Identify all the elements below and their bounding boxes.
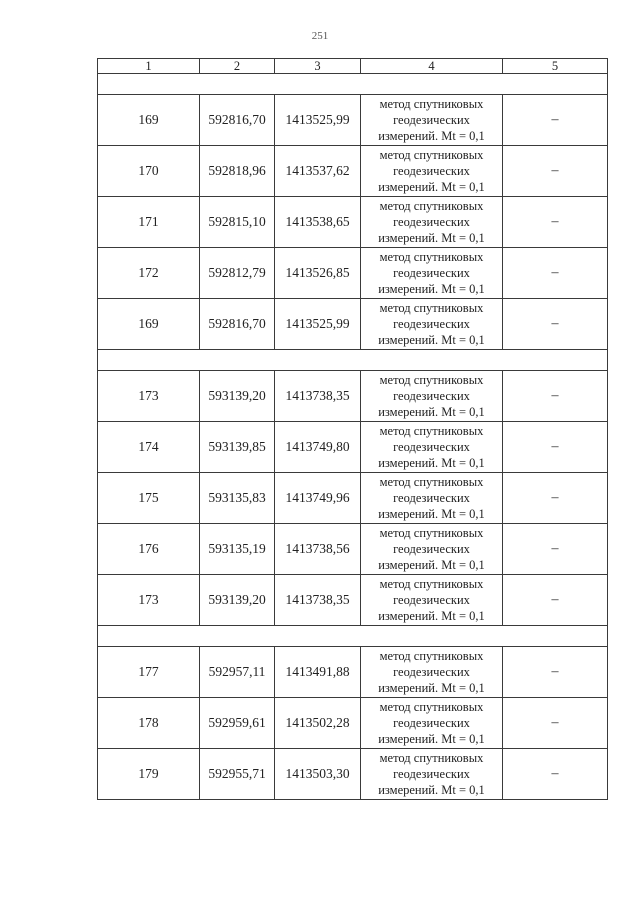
- group-separator-row: [98, 626, 608, 647]
- method-line: метод спутниковых: [379, 199, 484, 213]
- y-coordinate-cell: 1413738,56: [275, 524, 361, 575]
- point-number-cell: 170: [98, 146, 200, 197]
- method-line: метод спутниковых: [379, 649, 484, 663]
- col5-cell: –: [503, 473, 608, 524]
- method-line: геодезических: [393, 389, 470, 403]
- group-separator-row: [98, 350, 608, 371]
- col5-cell: –: [503, 698, 608, 749]
- method-line: метод спутниковых: [379, 97, 484, 111]
- x-coordinate-cell: 593135,19: [200, 524, 275, 575]
- table-row: [98, 248, 608, 299]
- method-line: метод спутниковых: [379, 301, 484, 315]
- x-coordinate-cell: 593139,20: [200, 575, 275, 626]
- method-line: метод спутниковых: [379, 250, 484, 264]
- method-cell: [361, 698, 503, 749]
- y-coordinate-cell: 1413503,30: [275, 749, 361, 800]
- x-coordinate-cell: 592818,96: [200, 146, 275, 197]
- col5-cell: –: [503, 575, 608, 626]
- header-row: [98, 59, 608, 74]
- y-coordinate-cell: 1413738,35: [275, 371, 361, 422]
- y-coordinate-cell: 1413538,65: [275, 197, 361, 248]
- method-line: измерений. Mt = 0,1: [378, 456, 485, 470]
- point-number-cell: 171: [98, 197, 200, 248]
- table-row: [98, 575, 608, 626]
- method-line: измерений. Mt = 0,1: [378, 405, 485, 419]
- method-line: метод спутниковых: [379, 148, 484, 162]
- method-line: геодезических: [393, 164, 470, 178]
- method-line: измерений. Mt = 0,1: [378, 681, 485, 695]
- point-number-cell: 173: [98, 371, 200, 422]
- method-line: геодезических: [393, 440, 470, 454]
- header-col-3: 3: [275, 59, 361, 74]
- method-line: метод спутниковых: [379, 700, 484, 714]
- table-row: [98, 299, 608, 350]
- table-row: [98, 197, 608, 248]
- method-line: измерений. Mt = 0,1: [378, 507, 485, 521]
- method-line: измерений. Mt = 0,1: [378, 333, 485, 347]
- point-number-cell: 173: [98, 575, 200, 626]
- method-line: геодезических: [393, 665, 470, 679]
- y-coordinate-cell: 1413749,96: [275, 473, 361, 524]
- method-line: измерений. Mt = 0,1: [378, 783, 485, 797]
- method-line: геодезических: [393, 266, 470, 280]
- method-line: геодезических: [393, 716, 470, 730]
- method-line: метод спутниковых: [379, 373, 484, 387]
- method-line: геодезических: [393, 491, 470, 505]
- method-line: измерений. Mt = 0,1: [378, 609, 485, 623]
- col5-cell: –: [503, 524, 608, 575]
- method-line: геодезических: [393, 113, 470, 127]
- group-separator-cell: [98, 350, 608, 371]
- y-coordinate-cell: 1413526,85: [275, 248, 361, 299]
- x-coordinate-cell: 593139,20: [200, 371, 275, 422]
- table-row: [98, 647, 608, 698]
- method-cell: [361, 146, 503, 197]
- table-row: [98, 524, 608, 575]
- x-coordinate-cell: 592955,71: [200, 749, 275, 800]
- header-col-2: 2: [200, 59, 275, 74]
- x-coordinate-cell: 592816,70: [200, 95, 275, 146]
- y-coordinate-cell: 1413491,88: [275, 647, 361, 698]
- y-coordinate-cell: 1413525,99: [275, 299, 361, 350]
- col5-cell: –: [503, 248, 608, 299]
- y-coordinate-cell: 1413502,28: [275, 698, 361, 749]
- method-cell: [361, 197, 503, 248]
- point-number-cell: 176: [98, 524, 200, 575]
- point-number-cell: 177: [98, 647, 200, 698]
- col5-cell: –: [503, 749, 608, 800]
- y-coordinate-cell: 1413525,99: [275, 95, 361, 146]
- method-line: метод спутниковых: [379, 526, 484, 540]
- point-number-cell: 178: [98, 698, 200, 749]
- method-line: измерений. Mt = 0,1: [378, 180, 485, 194]
- x-coordinate-cell: 592812,79: [200, 248, 275, 299]
- method-line: измерений. Mt = 0,1: [378, 732, 485, 746]
- method-line: геодезических: [393, 317, 470, 331]
- table-row: [98, 473, 608, 524]
- method-cell: [361, 647, 503, 698]
- y-coordinate-cell: 1413749,80: [275, 422, 361, 473]
- coordinates-table: [97, 58, 608, 800]
- method-line: метод спутниковых: [379, 475, 484, 489]
- method-line: геодезических: [393, 215, 470, 229]
- col5-cell: –: [503, 197, 608, 248]
- header-col-5: 5: [503, 59, 608, 74]
- method-cell: [361, 473, 503, 524]
- method-cell: [361, 299, 503, 350]
- y-coordinate-cell: 1413537,62: [275, 146, 361, 197]
- point-number-cell: 174: [98, 422, 200, 473]
- method-line: измерений. Mt = 0,1: [378, 282, 485, 296]
- table-row: [98, 749, 608, 800]
- x-coordinate-cell: 593139,85: [200, 422, 275, 473]
- col5-cell: –: [503, 95, 608, 146]
- table-row: [98, 698, 608, 749]
- point-number-cell: 179: [98, 749, 200, 800]
- method-cell: [361, 749, 503, 800]
- method-cell: [361, 248, 503, 299]
- table-body: [98, 59, 608, 800]
- x-coordinate-cell: 593135,83: [200, 473, 275, 524]
- table-row: [98, 95, 608, 146]
- page-number: 251: [311, 30, 329, 42]
- x-coordinate-cell: 592959,61: [200, 698, 275, 749]
- y-coordinate-cell: 1413738,35: [275, 575, 361, 626]
- point-number-cell: 175: [98, 473, 200, 524]
- method-line: метод спутниковых: [379, 424, 484, 438]
- col5-cell: –: [503, 146, 608, 197]
- method-line: измерений. Mt = 0,1: [378, 558, 485, 572]
- method-cell: [361, 422, 503, 473]
- method-line: метод спутниковых: [379, 751, 484, 765]
- method-line: геодезических: [393, 767, 470, 781]
- x-coordinate-cell: 592957,11: [200, 647, 275, 698]
- x-coordinate-cell: 592815,10: [200, 197, 275, 248]
- col5-cell: –: [503, 647, 608, 698]
- col5-cell: –: [503, 422, 608, 473]
- group-separator-row: [98, 74, 608, 95]
- x-coordinate-cell: 592816,70: [200, 299, 275, 350]
- header-col-1: 1: [98, 59, 200, 74]
- header-col-4: 4: [361, 59, 503, 74]
- group-separator-cell: [98, 626, 608, 647]
- method-cell: [361, 95, 503, 146]
- table-row: [98, 422, 608, 473]
- point-number-cell: 169: [98, 299, 200, 350]
- method-line: геодезических: [393, 593, 470, 607]
- col5-cell: –: [503, 371, 608, 422]
- point-number-cell: 172: [98, 248, 200, 299]
- method-cell: [361, 524, 503, 575]
- col5-cell: –: [503, 299, 608, 350]
- method-line: измерений. Mt = 0,1: [378, 231, 485, 245]
- table-row: [98, 146, 608, 197]
- group-separator-cell: [98, 74, 608, 95]
- method-line: геодезических: [393, 542, 470, 556]
- method-line: измерений. Mt = 0,1: [378, 129, 485, 143]
- table-row: [98, 371, 608, 422]
- method-line: метод спутниковых: [379, 577, 484, 591]
- method-cell: [361, 371, 503, 422]
- point-number-cell: 169: [98, 95, 200, 146]
- method-cell: [361, 575, 503, 626]
